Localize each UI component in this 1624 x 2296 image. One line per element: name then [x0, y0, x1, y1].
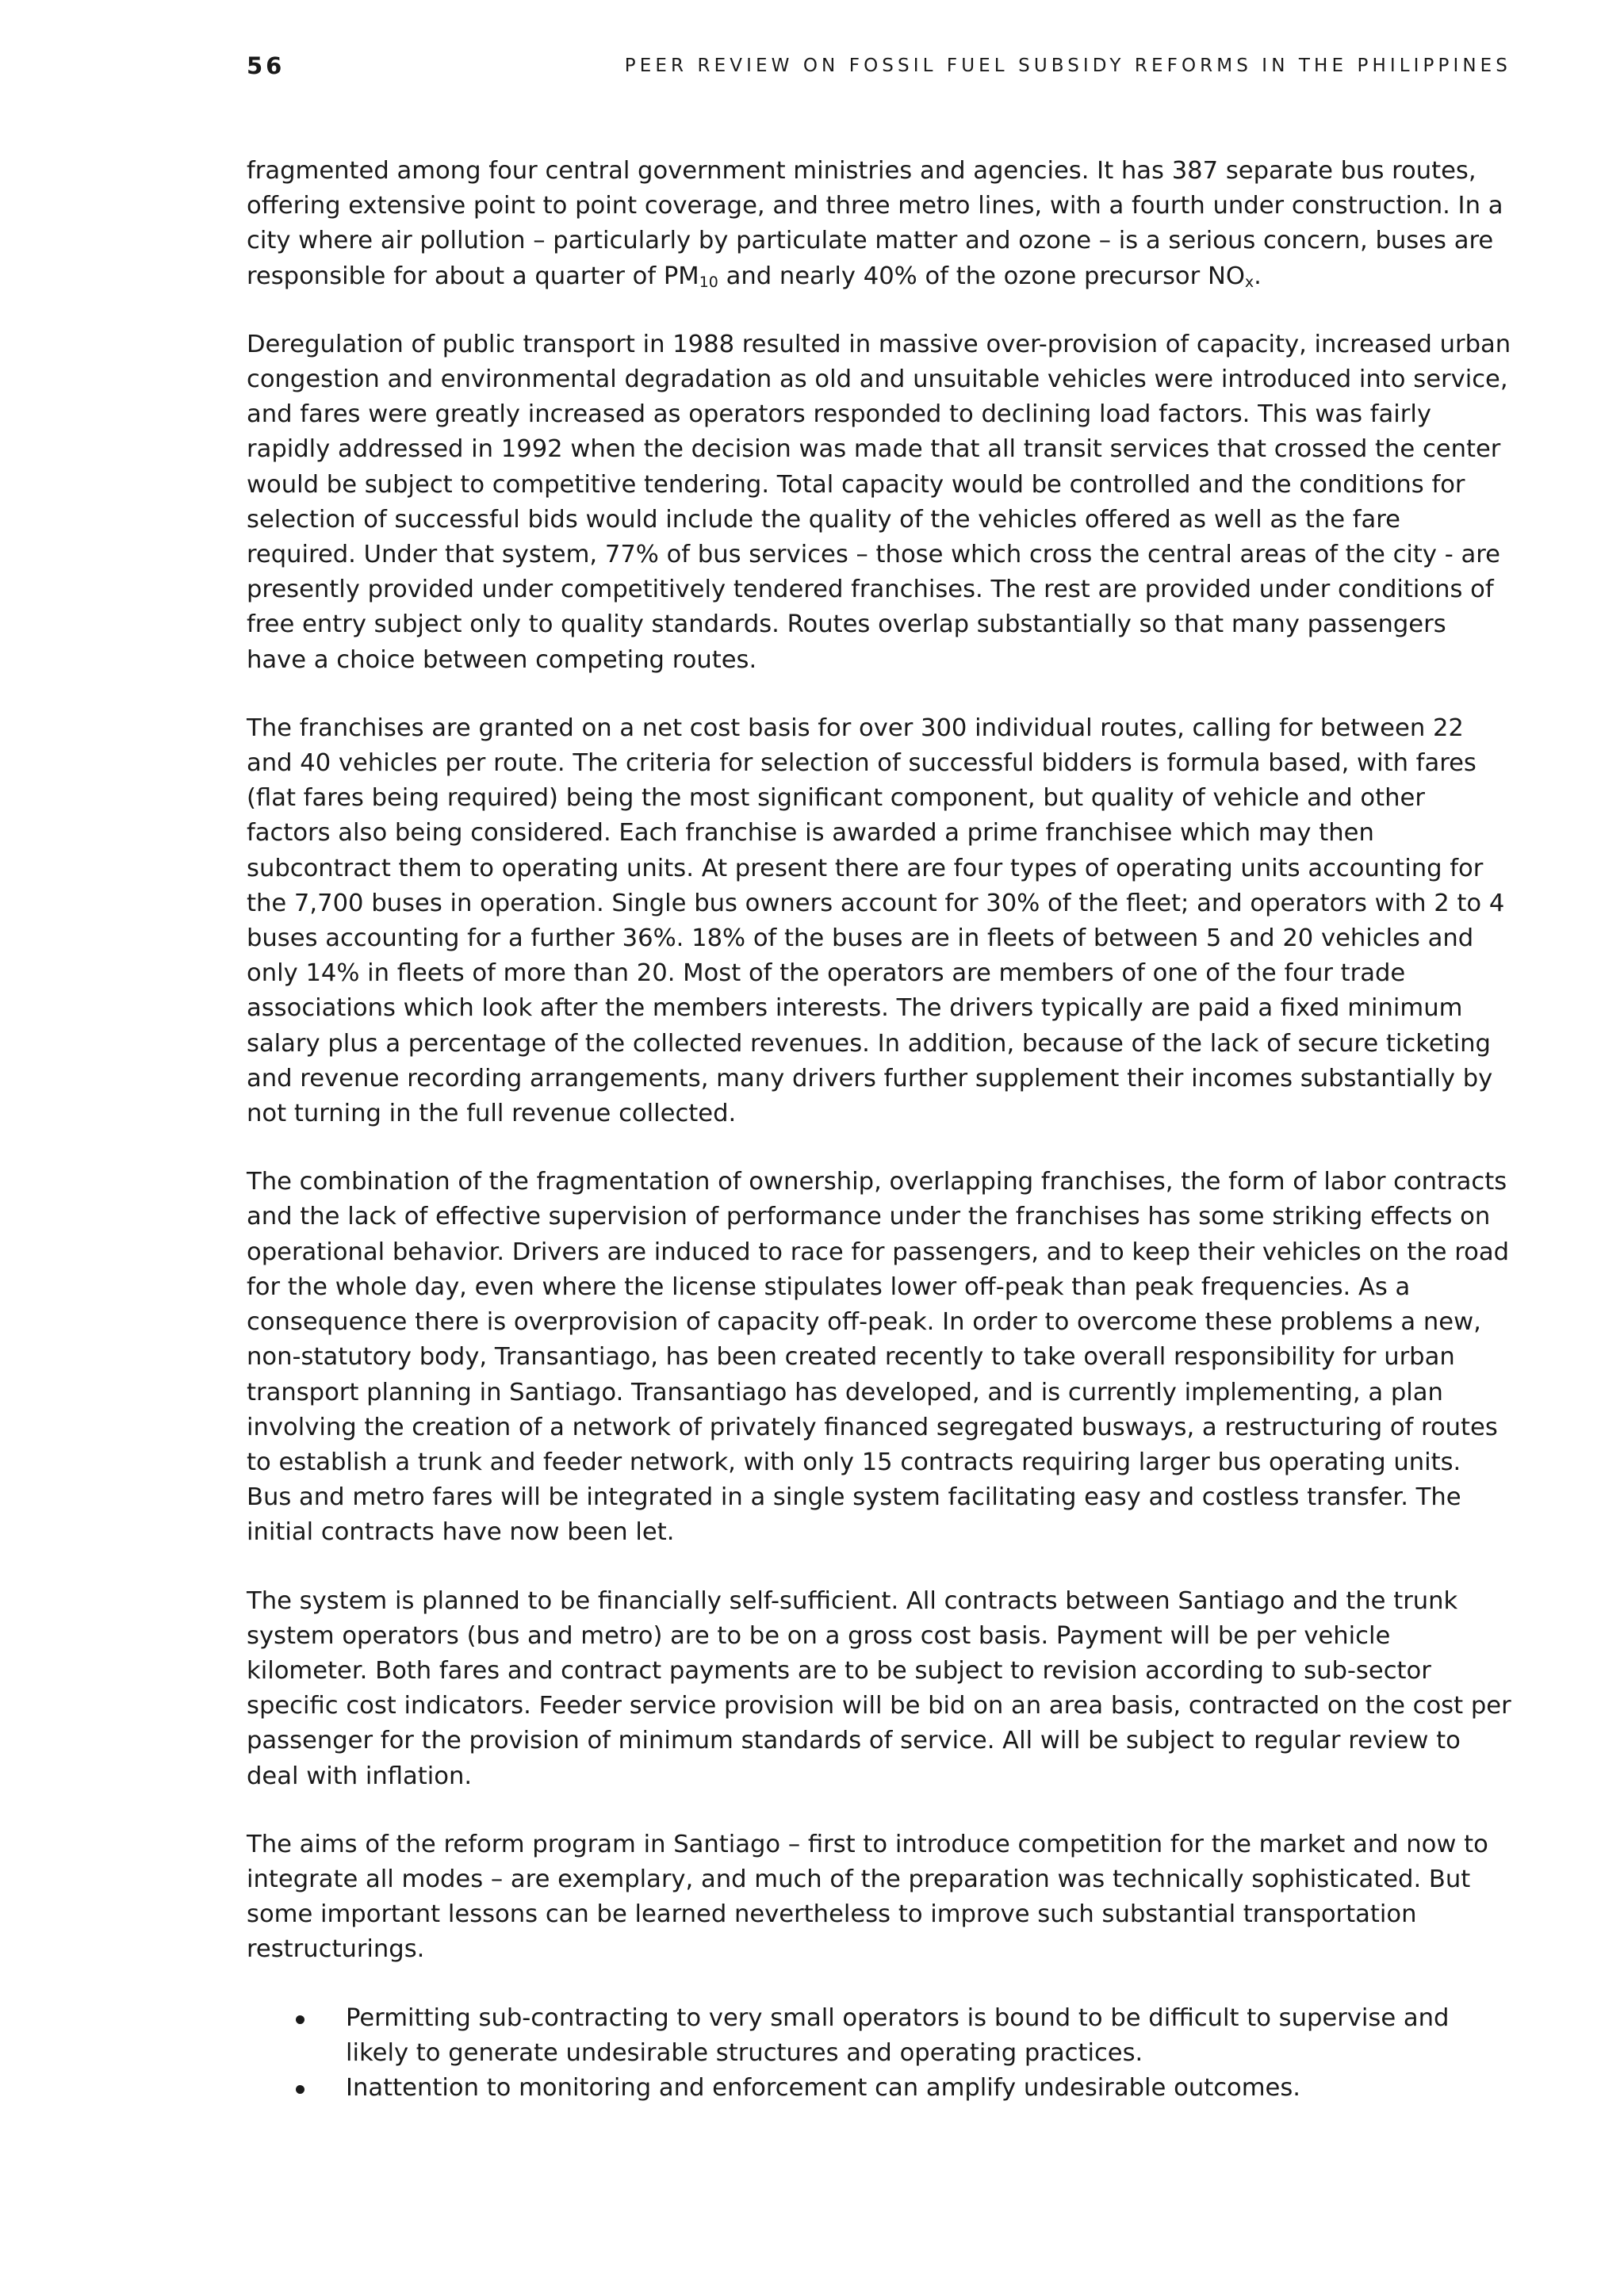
paragraph-1-text-a: fragmented among four central government ministries and agencies. It has 387 separate bus routes, offering extensive point to point coverage, and three metro lines, with a fourth under construction. In a city where air pollution – particularly by particulate matter and ozone – is a serious concern, buses are responsible for about a quarter of PM — [247, 157, 1503, 290]
paragraph-2: Deregulation of public transport in 1988 resulted in massive over-provision of capacity, increased urban congestion and environmental degradation as old and unsuitable vehicles were introduced into service, and fares were greatly increased as operators responded to declining load factors. This was fairly rapidly addressed in 1992 when the decision was made that all transit services that crossed the center would be subject to competitive tendering. Total capacity would be controlled and the conditions for selection of successful bids would include the quality of the vehicles offered as well as the fare required. Under that system, 77% of bus services – those which cross the central areas of the city - are presently provided under competitively tendered franchises. The rest are provided under conditions of free entry subject only to quality standards. Routes overlap substantially so that many passengers have a choice between competing routes. — [247, 330, 1511, 674]
page-header — [247, 52, 1511, 84]
paragraph-5: The system is planned to be financially self-sufficient. All contracts between Santiago and the trunk system operators (bus and metro) are to be on a gross cost basis. Payment will be per vehicle kilometer. Both fares and contract payments are to be subject to revision according to sub-sector specific cost indicators. Feeder service provision will be bid on an area basis, contracted on the cost per passenger for the provision of minimum standards of service. All will be subject to regular review to deal with inflation. — [247, 1586, 1511, 1790]
page-number: 56 — [247, 52, 285, 79]
bullet-icon — [296, 2085, 304, 2094]
bullet-item — [247, 2001, 1513, 2071]
paragraph-1-text-b: and nearly 40% of the ozone precursor NO — [718, 262, 1245, 290]
bullet-text: Permitting sub-contracting to very small operators is bound to be difficult to supervise and likely to generate undesirable structures and operating practices. — [346, 2003, 1450, 2067]
paragraph-6: The aims of the reform program in Santiago – first to introduce competition for the market and now to integrate all modes – are exemplary, and much of the preparation was technically sophisticated. But some important lessons can be learned nevertheless to improve such substantial transportation restructurings. — [247, 1830, 1488, 1964]
pm10-subscript: 10 — [699, 273, 718, 291]
lessons-bullet-list — [247, 2001, 1513, 2107]
bullet-item — [247, 2071, 1513, 2106]
nox-subscript: x — [1244, 273, 1254, 291]
bullet-icon — [296, 2015, 304, 2024]
paragraph-4: The combination of the fragmentation of ownership, overlapping franchises, the form of labor contracts and the lack of effective supervision of performance under the franchises has some striking effects on operational behavior. Drivers are induced to race for passengers, and to keep their vehicles on the road for the whole day, even where the license stipulates lower off-peak than peak frequencies. As a consequence there is overprovision of capacity off-peak. In order to overcome these problems a new, non-statutory body, Transantiago, has been created recently to take overall responsibility for urban transport planning in Santiago. Transantiago has developed, and is currently implementing, a plan involving the creation of a network of privately financed segregated busways, a restructuring of routes to establish a trunk and feeder network, with only 15 contracts requiring larger bus operating units. Bus and metro fares will be integrated in a single system facilitating easy and costless transfer. The initial contracts have now been let. — [247, 1168, 1509, 1547]
body-text — [247, 154, 1513, 2106]
paragraph-1 — [247, 154, 1513, 294]
paragraph-1-text-c: . — [1254, 262, 1262, 290]
running-title: PEER REVIEW ON FOSSIL FUEL SUBSIDY REFORMS IN THE PHILIPPINES — [624, 55, 1511, 76]
bullet-text: Inattention to monitoring and enforcement can amplify undesirable outcomes. — [346, 2073, 1301, 2102]
paragraph-3: The franchises are granted on a net cost basis for over 300 individual routes, calling for between 22 and 40 vehicles per route. The criteria for selection of successful bidders is formula based, with fares (flat fares being required) being the most significant component, but quality of vehicle and other factors also being considered. Each franchise is awarded a prime franchisee which may then subcontract them to operating units. At present there are four types of operating units accounting for the 7,700 buses in operation. Single bus owners account for 30% of the fleet; and operators with 2 to 4 buses accounting for a further 36%. 18% of the buses are in fleets of between 5 and 20 vehicles and only 14% in fleets of more than 20. Most of the operators are members of one of the four trade associations which look after the members interests. The drivers typically are paid a fixed minimum salary plus a percentage of the collected revenues. In addition, because of the lack of secure ticketing and revenue recording arrangements, many drivers further supplement their incomes substantially by not turning in the full revenue collected. — [247, 714, 1505, 1128]
